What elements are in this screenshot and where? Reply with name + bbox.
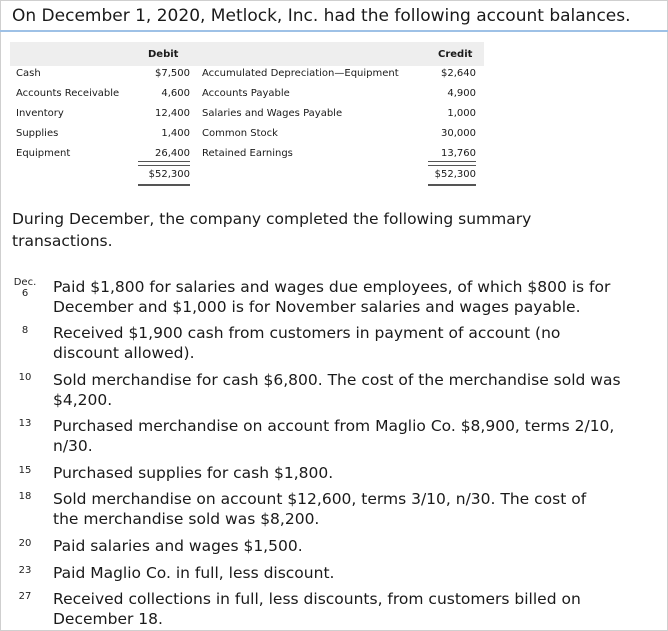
credit-amount: 30,000 [441,128,476,139]
credit-account-name: Salaries and Wages Payable [202,108,343,119]
transaction-day: 27 [18,591,32,602]
transaction-date [10,465,40,476]
transaction-text-line: Paid $1,800 for salaries and wages due employees, of which $800 is for [53,278,611,296]
credit-account-name: Accounts Payable [202,88,290,99]
debit-amount: $7,500 [155,68,190,79]
problem-intro: On December 1, 2020, Metlock, Inc. had the following account balances. [12,6,631,26]
transaction-text [53,563,653,583]
transaction-text-line: Received $1,900 cash from customers in payment of account (no [53,324,561,342]
transaction-date [10,418,40,429]
credit-total: $52,300 [428,165,476,186]
transaction-text-line: Paid salaries and wages $1,500. [53,537,303,555]
account-balances-table [0,0,668,200]
credit-amount: 4,900 [447,88,476,99]
debit-amount: 1,400 [161,128,190,139]
debit-account-name: Cash [16,68,41,79]
transaction-text-line: the merchandise sold was $8,200. [53,510,320,528]
transaction-day: 13 [18,418,32,429]
transaction-text [53,463,653,483]
transaction-date [10,591,40,602]
credit-account-name: Retained Earnings [202,148,293,159]
transaction-date [10,325,40,336]
credit-account-name: Common Stock [202,128,278,139]
transaction-day: 8 [21,325,29,336]
debit-account-name: Equipment [16,148,71,159]
transaction-day: 18 [18,491,32,502]
transaction-text [53,416,653,456]
transaction-text-line: Purchased merchandise on account from Maglio Co. $8,900, terms 2/10, [53,417,615,435]
transaction-month: Dec. [13,277,37,288]
debit-total: $52,300 [138,165,190,186]
transaction-text-line: discount allowed). [53,344,195,362]
transaction-date [10,372,40,383]
credit-amount: 1,000 [447,108,476,119]
transaction-date [10,538,40,549]
transaction-text-line: Received collections in full, less discounts, from customers billed on [53,590,581,608]
credit-amount: $2,640 [441,68,476,79]
table-header-band [10,42,484,66]
credit-amount: 13,760 [428,147,476,162]
transaction-date [10,565,40,576]
summary-intro: During December, the company completed the following summary transactions. [12,210,532,250]
transaction-text [53,277,653,317]
transaction-text [53,536,653,556]
transaction-date [10,277,40,299]
transaction-text-line: December 18. [53,610,163,628]
transaction-text [53,370,653,410]
transaction-text-line: $4,200. [53,391,113,409]
credit-header: Credit [438,49,473,60]
transaction-day: 15 [18,465,32,476]
debit-amount: 12,400 [155,108,190,119]
transaction-text-line: Sold merchandise on account $12,600, terms 3/10, n/30. The cost of [53,490,587,508]
transaction-day: 10 [18,372,32,383]
credit-account-name: Accumulated Depreciation—Equipment [202,68,399,79]
debit-amount: 26,400 [138,147,190,162]
debit-amount: 4,600 [161,88,190,99]
transaction-day: 23 [18,565,32,576]
transaction-text-line: Paid Maglio Co. in full, less discount. [53,564,335,582]
debit-account-name: Supplies [16,128,59,139]
debit-account-name: Accounts Receivable [16,88,120,99]
transaction-date [10,491,40,502]
transaction-text-line: Sold merchandise for cash $6,800. The cost of the merchandise sold was [53,371,621,389]
transaction-text-line: n/30. [53,437,93,455]
debit-header: Debit [148,49,179,60]
transaction-text-line: December and $1,000 is for November salaries and wages payable. [53,298,581,316]
debit-account-name: Inventory [16,108,64,119]
transaction-text [53,489,653,529]
transaction-day: 6 [21,288,29,299]
transaction-text [53,589,653,629]
transaction-text [53,323,653,363]
transaction-day: 20 [18,538,32,549]
transaction-text-line: Purchased supplies for cash $1,800. [53,464,334,482]
